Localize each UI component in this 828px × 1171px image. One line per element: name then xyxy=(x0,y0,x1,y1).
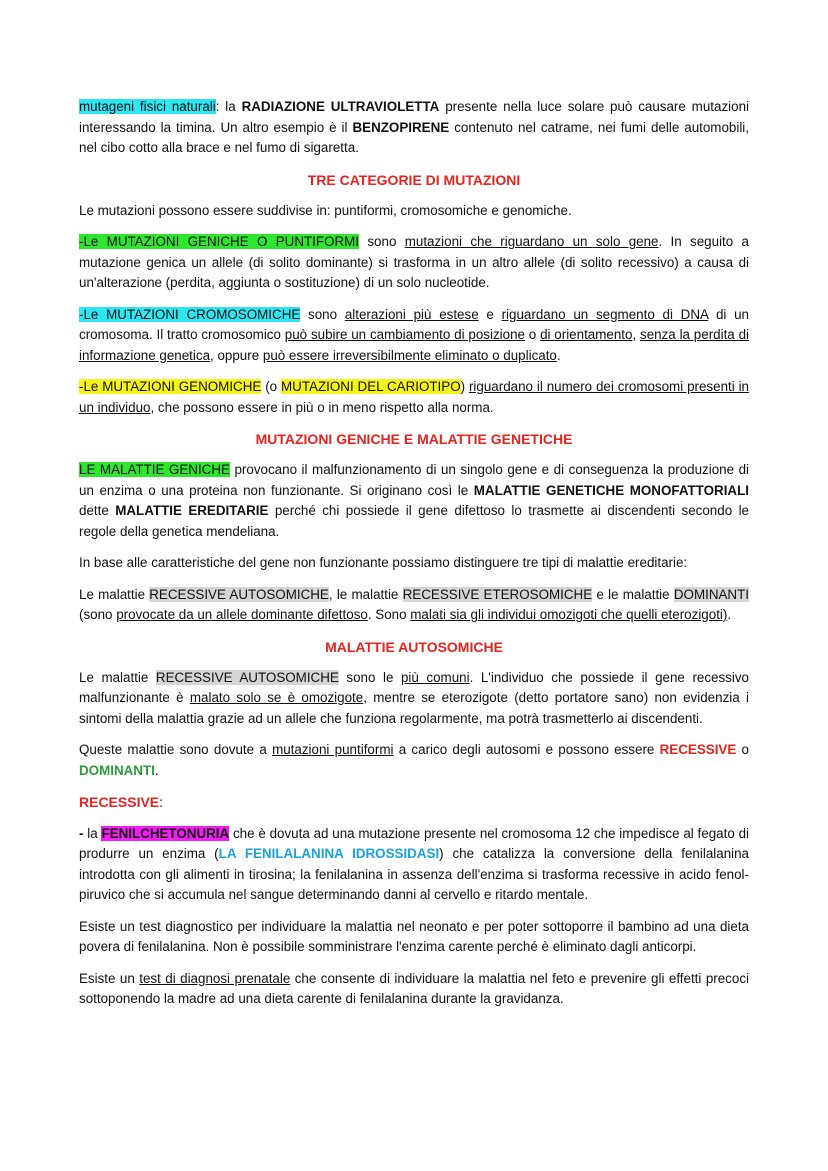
text: . xyxy=(556,347,561,363)
highlight-cariotipo: MUTAZIONI DEL CARIOTIPO xyxy=(281,379,461,394)
paragraph-test-diagnostico: Esiste un test diagnostico per individuare la malattia nel neonato e per poter sottoporre il bambino ad una dieta povera di fenilalanina. Non è possibile somministrare l'enzima carente perché è eliminato dagli anticorpi. xyxy=(79,918,749,954)
underline: alterazioni più estese xyxy=(344,306,479,322)
highlight-fenilchetonuria: FENILCHETONURIA xyxy=(101,825,230,841)
underline: può essere irreversibilmente eliminato o duplicato xyxy=(262,347,557,363)
text: perché chi possiede il gene difettoso lo trasmette ai discendenti secondo le regole della genetica mendeliana. xyxy=(79,503,749,539)
term-recessive: RECESSIVE xyxy=(659,742,737,757)
highlight-genomiche: -Le MUTAZIONI GENOMICHE xyxy=(79,379,262,394)
paragraph-diagnosi-prenatale xyxy=(79,969,749,1010)
underline: può subire un cambiamento di posizione xyxy=(284,327,525,342)
section-recessive xyxy=(79,792,749,813)
text: ) che catalizza la conversione della fenilalanina introdotta con gli alimenti in tirosina; la fenilalanina in assenza dell'enzima si trasforma recessive in acido fenol-piruvico che si accumula nel sangue determinando danni al cervello e ritardo mentale. xyxy=(79,846,750,902)
underline: senza la perdita di informazione genetica xyxy=(79,327,749,363)
underline: malato solo se è omozigote xyxy=(189,690,364,705)
highlight-geniche: -Le MUTAZIONI GENICHE O PUNTIFORMI xyxy=(79,234,360,249)
term-fenilalanina-idrossidasi: LA FENILALANINA IDROSSIDASI xyxy=(218,846,440,861)
paragraph-mutageni xyxy=(79,97,749,159)
text: Le malattie xyxy=(79,586,150,602)
text: sono le xyxy=(338,669,401,685)
text: che è dovuta ad una mutazione presente nel cromosoma 12 che impedisce al fegato di produrre un enzima ( xyxy=(79,825,749,861)
term: MALATTIE EREDITARIE xyxy=(115,503,269,518)
text: (sono xyxy=(79,607,117,622)
paragraph-fenilchetonuria xyxy=(79,824,749,906)
highlight-cromosomiche: -Le MUTAZIONI CROMOSOMICHE xyxy=(79,306,301,322)
underline: riguardano un segmento di DNA xyxy=(501,306,709,322)
text: - xyxy=(79,825,88,841)
text: e xyxy=(478,306,502,322)
heading-tre-categorie: TRE CATEGORIE DI MUTAZIONI xyxy=(307,171,521,188)
text: . xyxy=(727,607,732,622)
paragraph-geniche xyxy=(79,232,749,294)
paragraph-tipi-malattie xyxy=(79,585,749,626)
text: : la xyxy=(215,99,242,114)
text: , le malattie xyxy=(328,586,403,602)
text: , xyxy=(632,327,641,342)
text: : xyxy=(159,794,164,810)
text: o xyxy=(524,327,541,342)
text: dette xyxy=(79,503,116,518)
text: presente nella luce solare può causare mutazioni interessando la timina. Un altro esempio è il xyxy=(79,99,749,135)
underline: mutazioni puntiformi xyxy=(272,742,394,757)
paragraph-malattie-geniche xyxy=(79,460,749,542)
term-dominanti: DOMINANTI xyxy=(79,762,155,778)
text: a carico degli autosomi e possono essere xyxy=(393,742,660,757)
paragraph-dovute xyxy=(79,740,749,781)
paragraph-tre-tipi: In base alle caratteristiche del gene non funzionante possiamo distinguere tre tipi di malattie ereditarie: xyxy=(79,555,688,570)
highlight: DOMINANTI xyxy=(673,586,749,602)
text: Le malattie xyxy=(79,669,156,685)
paragraph-genomiche xyxy=(79,377,749,418)
highlight: RECESSIVE AUTOSOMICHE xyxy=(149,586,329,602)
document-body xyxy=(79,97,749,1021)
highlight: RECESSIVE ETEROSOMICHE xyxy=(402,586,593,602)
underline: più comuni xyxy=(400,669,470,685)
text: che consente di individuare la malattia nel feto e prevenire gli effetti precoci sottoponendo la madre ad una dieta carente di fenilalanina durante la gravidanza. xyxy=(79,970,749,1006)
text: e le malattie xyxy=(592,586,674,602)
text: ) xyxy=(460,379,469,394)
paragraph-cromosomiche xyxy=(79,305,749,367)
highlight-mutageni: mutageni fisici naturali xyxy=(79,99,216,114)
highlight-malattie-geniche: LE MALATTIE GENICHE xyxy=(79,462,230,477)
paragraph-suddivise: Le mutazioni possono essere suddivise in: puntiformi, cromosomiche e genomiche. xyxy=(79,202,572,218)
text: Queste malattie sono dovute a xyxy=(79,742,273,757)
text: la xyxy=(87,825,102,841)
text: provocano il malfunzionamento di un singolo gene e di conseguenza la produzione di un enzima o una proteina non funzionante. Si originano così le xyxy=(79,462,750,498)
heading-mutazioni-geniche: MUTAZIONI GENICHE E MALATTIE GENETICHE xyxy=(255,431,573,447)
text: , oppure xyxy=(210,347,263,363)
underline: riguardano il numero dei cromosomi presenti in un individuo xyxy=(79,379,750,415)
section-recessive-label: RECESSIVE xyxy=(79,794,160,810)
text: . xyxy=(154,762,159,778)
text: , che possono essere in più o in meno rispetto alla norma. xyxy=(150,399,494,415)
text: (o xyxy=(261,379,282,394)
term-radiazione: RADIAZIONE ULTRAVIOLETTA xyxy=(241,99,440,114)
text: sono xyxy=(359,234,405,249)
text: . In seguito a mutazione genica un allele (di solito dominante) si trasforma in un altro allele (di solito recessivo) a causa di un'alterazione (perdita, aggiunta o sostituzione) di un solo nucleotide. xyxy=(79,234,749,290)
underline-solo-gene: mutazioni che riguardano un solo gene xyxy=(404,234,659,249)
term: MALATTIE GENETICHE MONOFATTORIALI xyxy=(473,482,749,498)
paragraph-recessive-autosomiche xyxy=(79,668,749,730)
text: sono xyxy=(300,306,345,322)
underline: test di diagnosi prenatale xyxy=(139,970,291,986)
underline: malati sia gli individui omozigoti che quelli eterozigoti) xyxy=(410,607,728,622)
highlight: RECESSIVE AUTOSOMICHE xyxy=(155,669,339,685)
text: contenuto nel catrame, nei fumi delle automobili, nel cibo cotto alla brace e nel fumo di sigaretta. xyxy=(79,119,749,155)
text: o xyxy=(736,742,749,757)
underline: provocate da un allele dominante difettoso xyxy=(116,607,368,622)
heading-malattie-autosomiche: MALATTIE AUTOSOMICHE xyxy=(325,638,503,655)
text: di un cromosoma. Il tratto cromosomico xyxy=(79,306,749,342)
term-benzopirene: BENZOPIRENE xyxy=(352,119,450,135)
text: . L'individuo che possiede il gene recessivo malfunzionante è xyxy=(79,669,749,705)
text: Esiste un xyxy=(79,970,140,986)
text: , mentre se eterozigote (detto portatore sano) non evidenzia i sintomi della malattia grazie ad un allele che funziona regolarmente, ma potrà trasmetterlo ai discendenti. xyxy=(79,690,749,726)
underline: di orientamento xyxy=(540,327,633,342)
text: . Sono xyxy=(367,607,411,622)
